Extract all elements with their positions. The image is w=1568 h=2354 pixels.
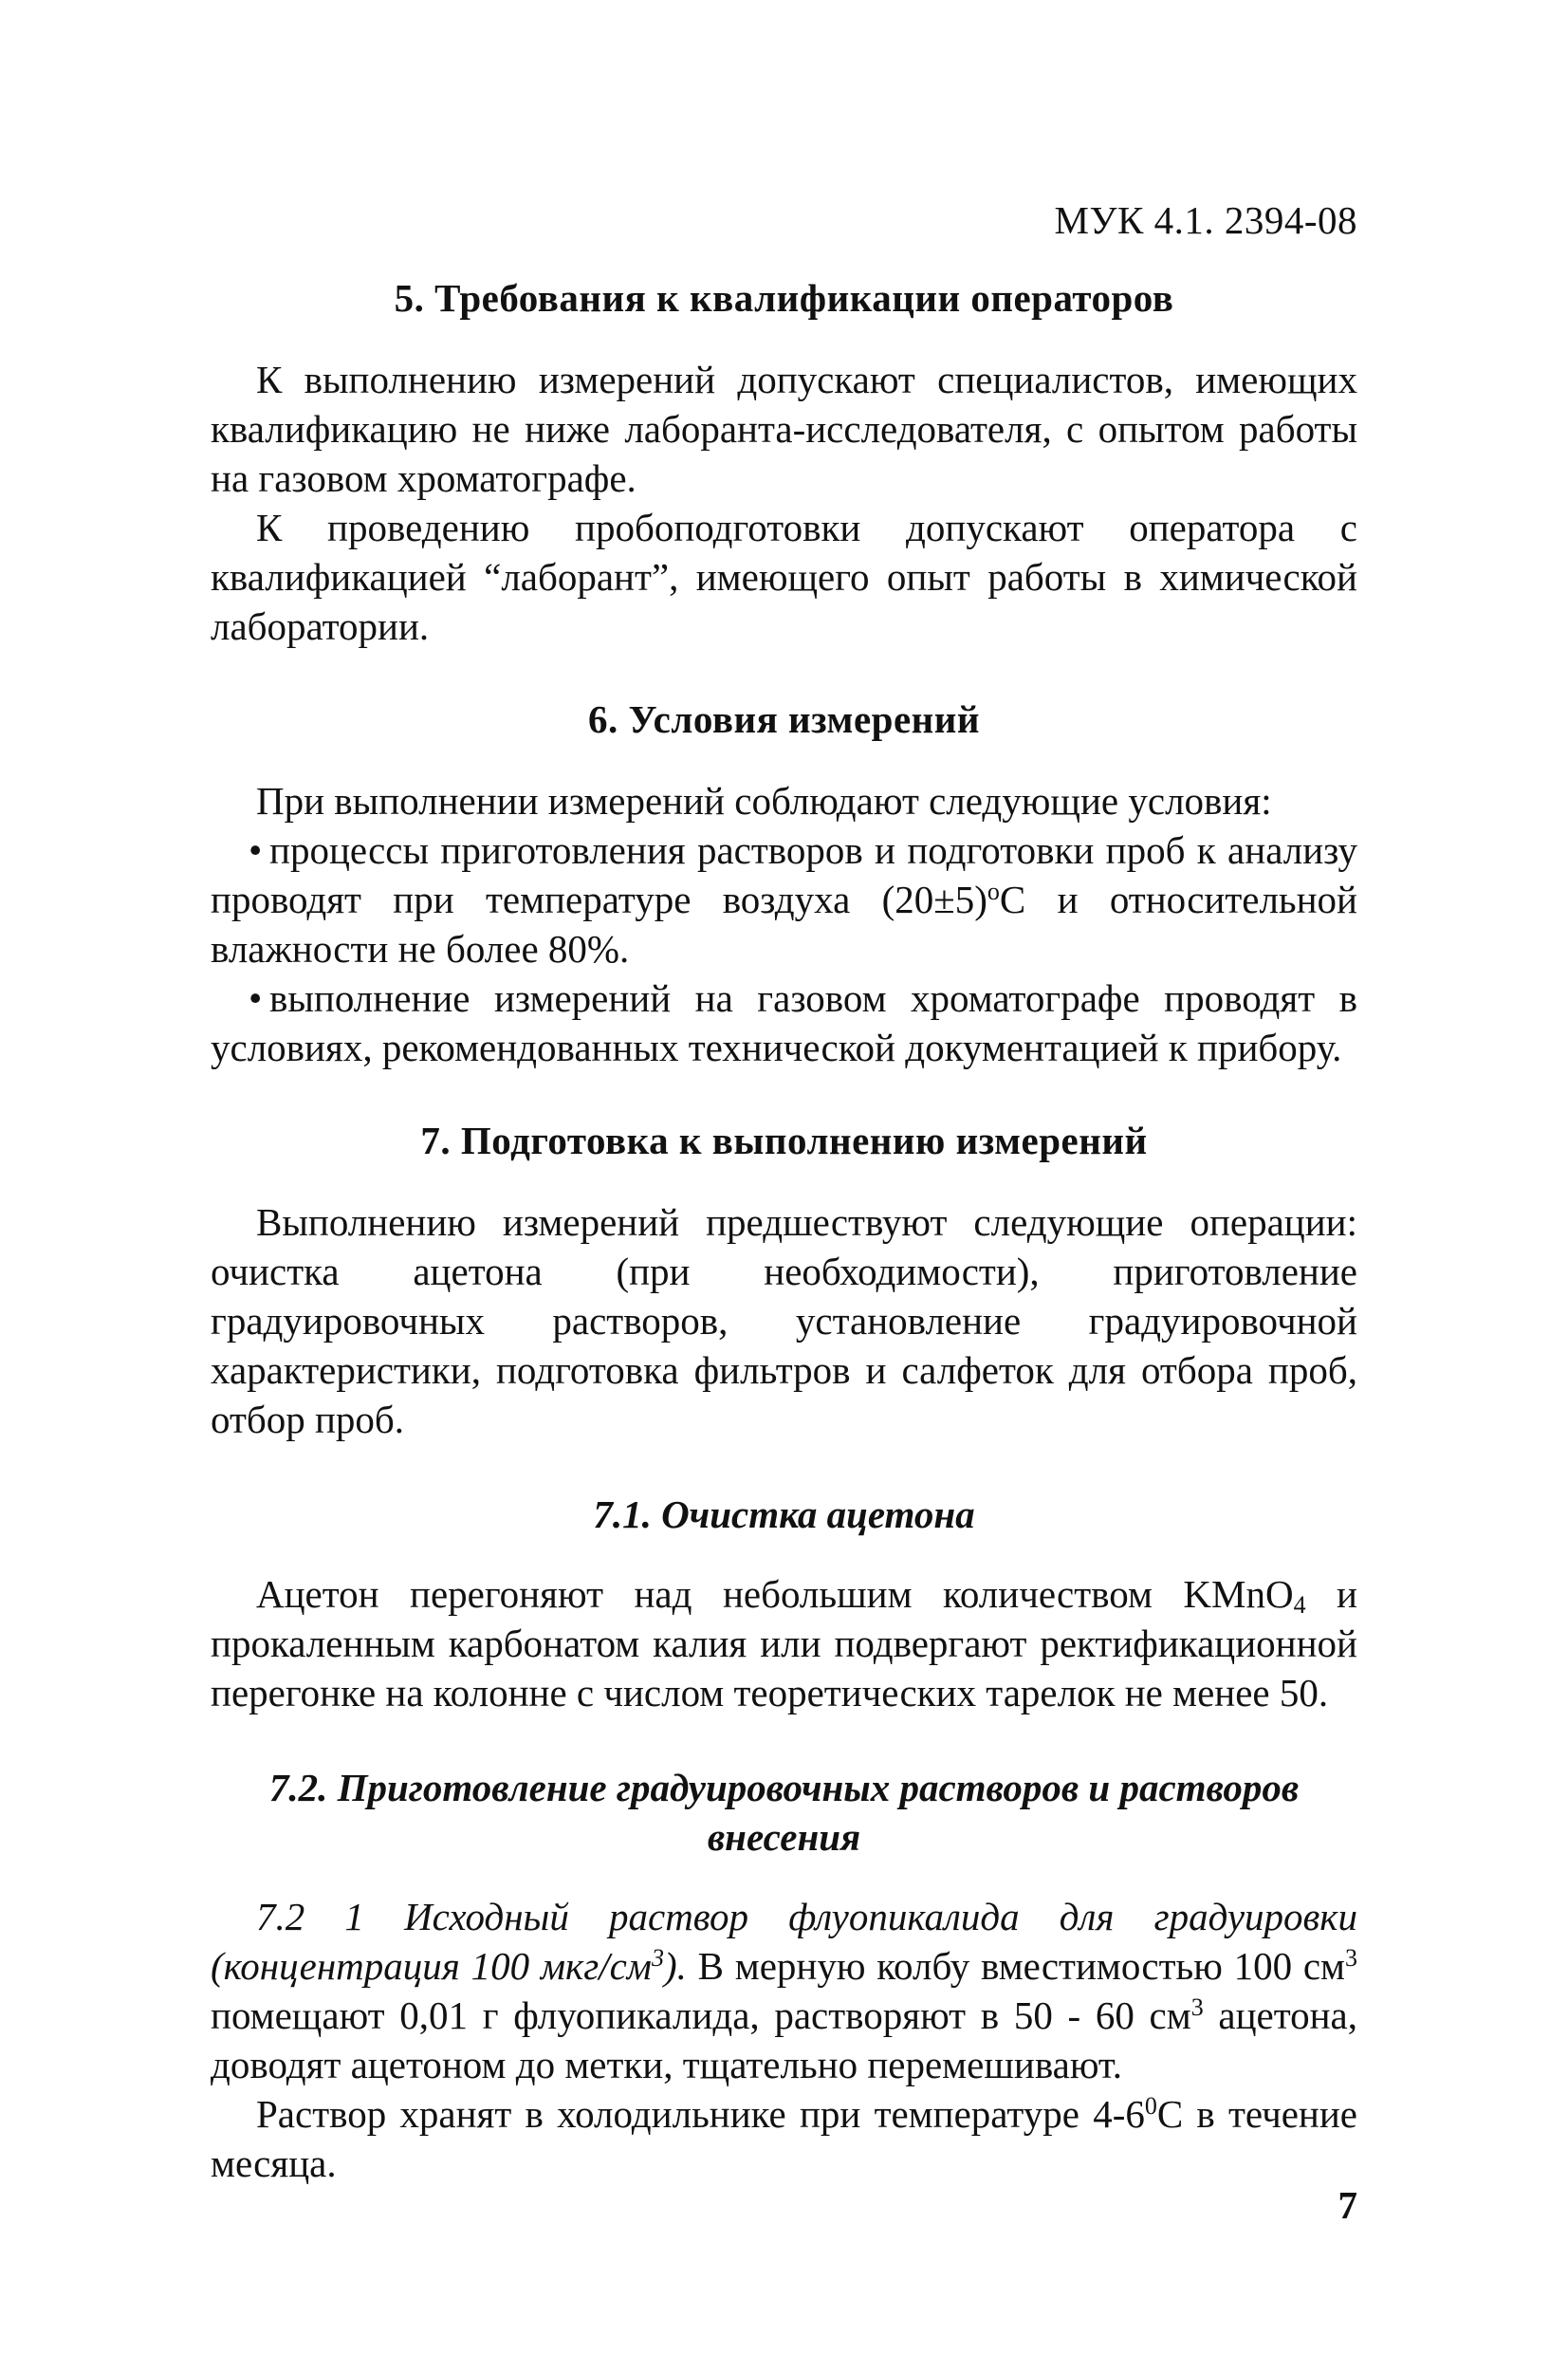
section-5-paragraph-1: К выполнению измерений допускают специалистов, имеющих квалификацию не ниже лаборанта-исследователя, с опытом работы на газовом хроматографе. [211, 358, 1357, 500]
s721-italic-b: ). [663, 1944, 687, 1988]
section-7-title: 7. Подготовка к выполнению измерений [420, 1119, 1148, 1162]
document-code: МУК 4.1. 2394-08 [1054, 198, 1357, 242]
s721-sup-1: 3 [1345, 1944, 1357, 1972]
storage-text-a: Раствор хранят в холодильнике при температуре 4-6 [256, 2092, 1145, 2136]
section-6-intro: При выполнении измерений соблюдают следующие условия: [256, 779, 1272, 823]
s71-text-a: Ацетон перегоняют над небольшим количеством KMnO [256, 1572, 1294, 1616]
bullet-1-text-a: процессы приготовления растворов и подготовки проб к анализу проводят при температуре воздуха (20±5) [211, 828, 1357, 921]
bullet-icon: • [249, 976, 263, 1020]
section-7-1-paragraph [211, 1569, 1357, 1717]
s721-text-b: помещают 0,01 г флуопикалида, растворяют в 50 - 60 см [211, 1993, 1191, 2037]
s71-sub: 4 [1293, 1591, 1306, 1619]
bullet-2-text: выполнение измерений на газовом хроматографе проводят в условиях, рекомендованных технической документацией к прибору. [211, 976, 1357, 1069]
section-7-1-title: 7.1. Очистка ацетона [593, 1492, 975, 1536]
degree-sup: о [987, 878, 1000, 905]
section-7-2-title: 7.2. Приготовление градуировочных растворов и растворов внесения [268, 1766, 1300, 1859]
storage-text-b: С в течение месяца. [211, 2092, 1357, 2185]
section-7-2-storage-paragraph [211, 2089, 1357, 2188]
page-number: 7 [1337, 2183, 1357, 2227]
s721-italic-a: 7.2 1 Исходный раствор флуопикалида для градуировки (концентрация 100 мкг/см [211, 1895, 1357, 1988]
section-6-bullet-1 [211, 825, 1357, 973]
s721-text-c: ацетона, доводят ацетоном до метки, тщательно перемешивают. [211, 1993, 1357, 2086]
section-5-title: 5. Требования к квалификации операторов [394, 276, 1174, 320]
storage-sup: 0 [1144, 2092, 1157, 2120]
s71-text-b: и прокаленным карбонатом калия или подвергают ректификационной перегонке на колонне с числом теоретических тарелок не менее 50. [211, 1572, 1357, 1715]
bullet-icon: • [249, 828, 263, 872]
section-7-2-1-paragraph [211, 1892, 1357, 2089]
section-6-bullet-2 [211, 973, 1357, 1072]
s721-sup-2: 3 [1190, 1993, 1204, 2021]
section-7-paragraph: Выполнению измерений предшествуют следующие операции: очистка ацетона (при необходимости), приготовление градуировочных растворов, установление градуировочной характеристики, подготовка фильтров и салфеток для отбора проб, отбор проб. [211, 1200, 1357, 1441]
section-6-title: 6. Условия измерений [587, 697, 981, 741]
s721-text-a: В мерную колбу вместимостью 100 см [686, 1944, 1345, 1988]
section-5-paragraph-2: К проведению пробоподготовки допускают оператора с квалификацией “лаборант”, имеющего опыт работы в химической лаборатории. [211, 506, 1357, 648]
bullet-1-text-b: С и относительной влажности не более 80%. [211, 878, 1357, 971]
s721-italic-sup: 3 [651, 1944, 664, 1972]
